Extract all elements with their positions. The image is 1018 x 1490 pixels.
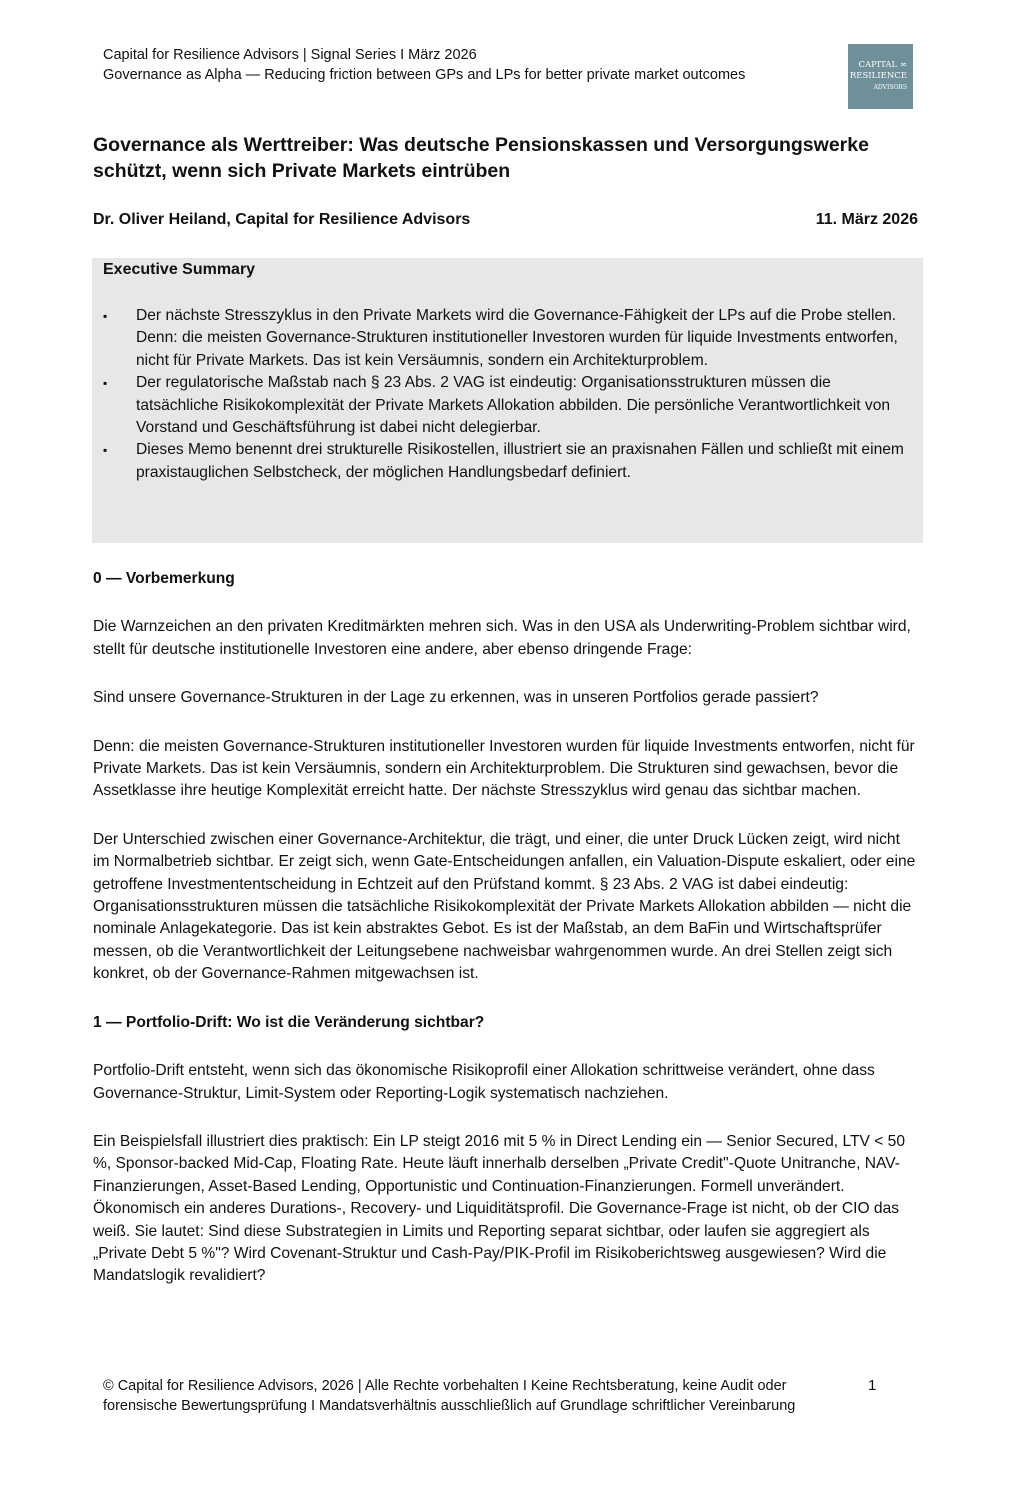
section-heading: 0 — Vorbemerkung: [93, 570, 235, 587]
paragraph: Portfolio-Drift entsteht, wenn sich das ökonomische Risikoprofil einer Allokation schrittweise verändert, ohne dass Governance-Struktur, Limit-System oder Reporting-Logik systematisch nachziehen.: [93, 1062, 875, 1102]
author: Dr. Oliver Heiland, Capital for Resilience Advisors: [93, 211, 471, 228]
paragraph: Sind unsere Governance-Strukturen in der Lage zu erkennen, was in unseren Portfolios gerade passiert?: [93, 689, 819, 707]
page-number: 1: [868, 1377, 877, 1394]
logo-line-1: CAPITAL ∞: [858, 60, 907, 70]
paragraph: Ein Beispielsfall illustriert dies praktisch: Ein LP steigt 2016 mit 5 % in Direct Lending ein — Senior Secured, LTV < 50 %, Sponsor-backed Mid-Cap, Floating Rate. Heute läuft innerhalb derselben „Private Credit"-Quote Unitranche, NAV-Finanzierungen, Asset-Based Lending, Opportunistic und Continuation-Finanzierungen. Formell unverändert. Ökonomisch ein anderes Durations-, Recovery- und Liquiditätsprofil. Die Governance-Frage ist nicht, ob der CIO das weiß. Sie lautet: Sind diese Substrategien in Limits und Reporting separat sichtbar, oder laufen sie aggregiert als „Private Debt 5 %"? Wird Covenant-Struktur und Cash-Pay/PIK-Profil im Risikoberichtsweg ausgewiesen? Wird die Mandatslogik revalidiert?: [93, 1132, 906, 1285]
paragraph: Der Unterschied zwischen einer Governance-Architektur, die trägt, und einer, die unter Druck Lücken zeigt, wird nicht im Normalbetrieb sichtbar. Er zeigt sich, wenn Gate-Entscheidungen anfallen, ein Valuation-Dispute eskaliert, oder eine getroffene Investmententscheidung in Echtzeit auf den Prüfstand kommt. § 23 Abs. 2 VAG ist dabei eindeutig: Organisationsstrukturen müssen die tatsächliche Risikokomplexität der Private Markets Allokation abbilden — nicht die nominale Anlagekategorie. Das ist kein abstraktes Gebot. Es ist der Maßstab, an dem BaFin und Wirtschaftsprüfer messen, ob die Verantwortlichkeit der Leitungsebene nachweisbar wahrgenommen wurde. An drei Stellen zeigt sich konkret, ob der Governance-Rahmen mitgewachsen ist.: [93, 830, 916, 983]
logo-line-3: ADVISORS: [873, 84, 907, 91]
paragraph: Die Warnzeichen an den privaten Kreditmärkten mehren sich. Was in den USA als Underwriting-Problem sichtbar wird, stellt für deutsche institutionelle Investoren eine andere, aber ebenso dringende Frage:: [93, 618, 911, 658]
date: 11. März 2026: [815, 211, 918, 228]
company-logo: [848, 44, 913, 109]
byline: [93, 211, 918, 229]
summary-item: ▪ Dieses Memo benennt drei strukturelle Risikostellen, illustriert sie an praxisnahen Fällen und schließt mit einem praxistauglichen Selbstcheck, der möglichen Handlungsbedarf definiert.: [103, 439, 912, 484]
document-title: Governance als Werttreiber: Was deutsche Pensionskassen und Versorgungswerke schützt, wenn sich Private Markets eintrüben: [93, 134, 869, 182]
header-line-1: Capital for Resilience Advisors | Signal Series I März 2026: [103, 47, 477, 63]
logo-line-2: RESILIENCE: [849, 71, 907, 81]
summary-heading: Executive Summary: [103, 261, 256, 278]
footer-text: © Capital for Resilience Advisors, 2026 | Alle Rechte vorbehalten I Keine Rechtsberatung, keine Audit oder forensische Bewertungsprüfung I Mandatsverhältnis ausschließlich auf Grundlage schriftlicher Vereinbarung: [103, 1378, 796, 1414]
document-body: [93, 568, 918, 1314]
page-header: [103, 45, 745, 85]
summary-item: ▪ Der nächste Stresszyklus in den Private Markets wird die Governance-Fähigkeit der LPs auf die Probe stellen. Denn: die meisten Governance-Strukturen institutioneller Investoren wurden für liquide Investments entworfen, nicht für Private Markets. Das ist kein Versäumnis, sondern ein Architekturproblem.: [103, 305, 912, 372]
section-heading: 1 — Portfolio-Drift: Wo ist die Veränderung sichtbar?: [93, 1013, 485, 1031]
summary-item: ▪ Der regulatorische Maßstab nach § 23 Abs. 2 VAG ist eindeutig: Organisationsstrukturen müssen die tatsächliche Risikokomplexität der Private Markets Allokation abbilden. Die persönliche Verantwortlichkeit von Vorstand und Geschäftsführung ist dabei nicht delegierbar.: [103, 372, 912, 439]
paragraph: Denn: die meisten Governance-Strukturen institutioneller Investoren wurden für liquide Investments entworfen, nicht für Private Markets. Das ist kein Versäumnis, sondern ein Architekturproblem. Die Strukturen sind gewachsen, bevor die Assetklasse ihre heutige Komplexität erreicht hatte. Der nächste Stresszyklus wird genau das sichtbar machen.: [93, 737, 915, 800]
header-line-2: Governance as Alpha — Reducing friction between GPs and LPs for better private market outcomes: [103, 67, 746, 83]
executive-summary: [92, 258, 923, 543]
